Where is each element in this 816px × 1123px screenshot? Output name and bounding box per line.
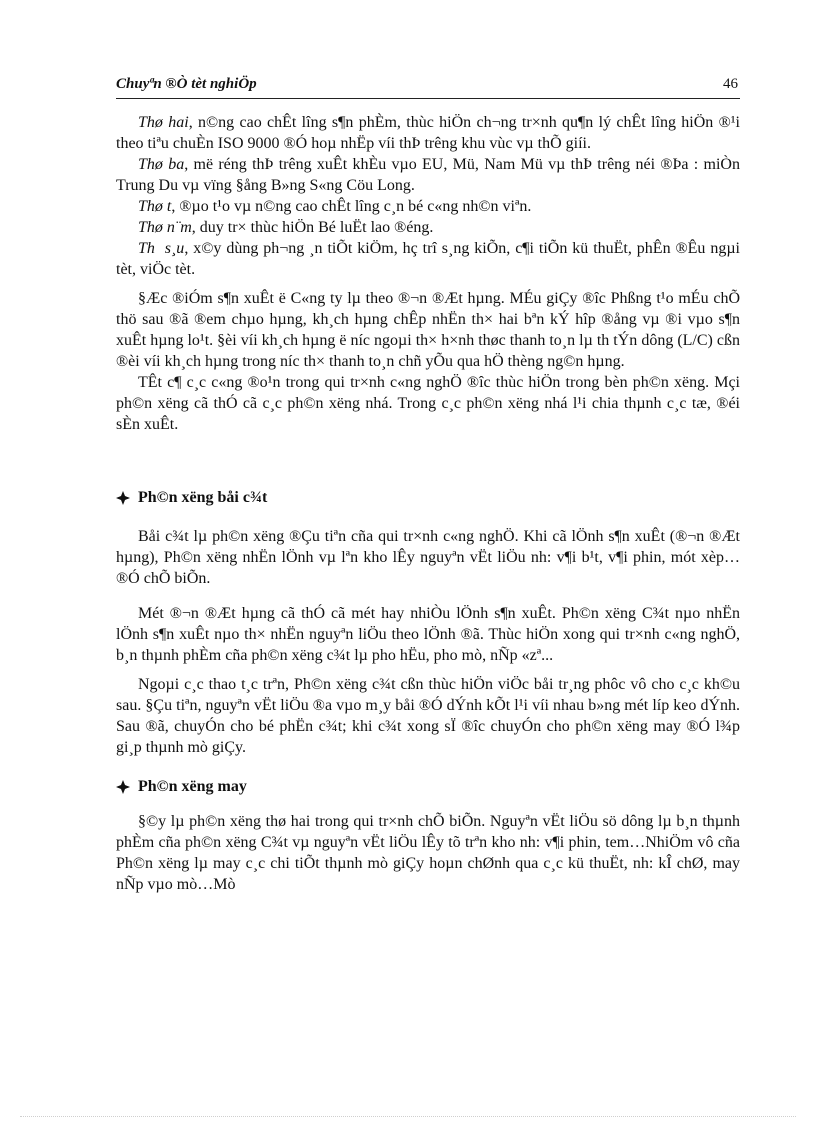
paragraph-text: , duy tr× thùc hiÖn Bé luËt lao ®éng. [191, 219, 434, 236]
diamond-bullet-icon [116, 491, 130, 505]
paragraph [116, 154, 740, 196]
section-heading [116, 487, 740, 508]
paragraph-text: , n©ng cao chÊt lîng s¶n phÈm, thùc hiÖn ch¬ng tr×nh qu¶n lý chÊt lîng hiÖn ®¹i theo tiªu chuÈn ISO 9000 ®Ó hoµ nhËp víi thÞ trêng khu vùc vµ thÕ giíi. [116, 114, 741, 152]
paragraph [116, 238, 740, 280]
page-header [116, 76, 740, 98]
section-heading-text: Ph©n xëng may [138, 778, 247, 795]
paragraph-lead: Th s¸u [138, 240, 185, 257]
section-heading [116, 776, 740, 797]
header-divider [116, 98, 740, 99]
document-body [116, 112, 740, 895]
paragraph: Mét ®¬n ®Æt hµng cã thÓ cã mét hay nhiÒu lÖnh s¶n xuÊt. Ph©n xëng C¾t nµo nhËn lÖnh s¶n xuÊt nµo th× nhËn nguyªn liÖu theo lÖnh ®ã. Thùc hiÖn xong qui tr×nh c«ng nghÖ, b¸n thµnh phÈm cña ph©n xëng c¾t lµ pho hËu, pho mò, nÑp «zª... [116, 605, 740, 664]
paragraph-text: , ®µo t¹o vµ n©ng cao chÊt lîng c¸n bé c«ng nh©n viªn. [171, 198, 532, 215]
paragraph: Båi c¾t lµ ph©n xëng ®Çu tiªn cña qui tr×nh c«ng nghÖ. Khi cã lÖnh s¶n xuÊt (®¬n ®Æt hµng), Ph©n xëng nhËn lÖnh vµ lªn kho lÊy nguyªn vËt liÖu nh: v¶i b¹t, v¶i phin, mót xèp… ®Ó chÕ biÕn. [116, 528, 740, 587]
paragraph-text: , x©y dùng ph¬ng ¸n tiÕt kiÖm, hç trî s¸ng kiÕn, c¶i tiÕn kü thuËt, phÊn ®Êu ngµi tèt, viÖc tèt. [116, 240, 741, 278]
page-number: 46 [723, 76, 738, 92]
paragraph: TÊt c¶ c¸c c«ng ®o¹n trong qui tr×nh c«ng nghÖ ®îc thùc hiÖn trong bèn ph©n xëng. Mçi ph©n xëng cã thÓ cã c¸c ph©n xëng nhá. Trong c¸c ph©n xëng nhá l¹i chia thµnh c¸c tæ, ®éi sÈn xuÊt. [116, 374, 740, 433]
paragraph: §Æc ®iÓm s¶n xuÊt ë C«ng ty lµ theo ®¬n ®Æt hµng. MÉu giÇy ®îc Phßng t¹o mÉu chÕ thö sau ®ã ®em chµo hµng, kh¸ch hµng chÊp nhËn th× hai bªn kÝ hîp ®ång vµ ®i vµo s¶n xuÊt hµng lo¹t. §èi víi kh¸ch hµng ë níc ngoµi th× h×nh thøc thanh to¸n lµ th tÝn dông (L/C) cßn ®èi víi kh¸ch hµng trong níc th× thanh to¸n chñ yÕu qua hÖ thèng ng©n hµng. [116, 290, 740, 370]
paragraph-text: , më réng thÞ trêng xuÊt khÈu vµo EU, Mü, Nam Mü vµ thÞ trêng néi ®Þa : miÒn Trung Du vµ vïng §ång B»ng S«ng Cöu Long. [116, 156, 740, 194]
paragraph: §©y lµ ph©n xëng thø hai trong qui tr×nh chÕ biÕn. Nguyªn vËt liÖu sö dông lµ b¸n thµnh phÈm cña ph©n xëng C¾t vµ nguyªn vËt liÖu lÊy tõ trªn kho nh: v¶i phin, tem…NhiÖm vô cña Ph©n xëng lµ may c¸c chi tiÕt thµnh mò giÇy hoµn chØnh qua c¸c kü thuËt, nh: kÎ chØ, may nÑp vµo mò…Mò [116, 813, 740, 893]
header-title: Chuyªn ®Ò tèt nghiÖp [116, 76, 257, 92]
paragraph [116, 217, 740, 238]
section-heading-text: Ph©n xëng båi c¾t [138, 489, 268, 506]
paragraph-lead: Thø t [138, 198, 172, 215]
paragraph [116, 196, 740, 217]
paragraph-lead: Thø ba [138, 156, 185, 173]
paragraph-lead: Thø hai [138, 114, 189, 131]
diamond-bullet-icon [116, 780, 130, 794]
paragraph-lead: Thø n¨m [138, 219, 192, 236]
page-bottom-border [20, 1116, 796, 1117]
paragraph: Ngoµi c¸c thao t¸c trªn, Ph©n xëng c¾t cßn thùc hiÖn viÖc båi tr¸ng phôc vô cho c¸c kh©u sau. §Çu tiªn, nguyªn vËt liÖu ®a vµo m¸y båi ®Ó dÝnh kÕt l¹i víi nhau b»ng mét líp keo dÝnh. Sau ®ã, chuyÓn cho bé phËn c¾t; khi c¾t xong sÏ ®îc chuyÓn cho ph©n xëng may ®Ó l¾p gi¸p thµnh mò giÇy. [116, 676, 740, 756]
paragraph [116, 112, 740, 154]
